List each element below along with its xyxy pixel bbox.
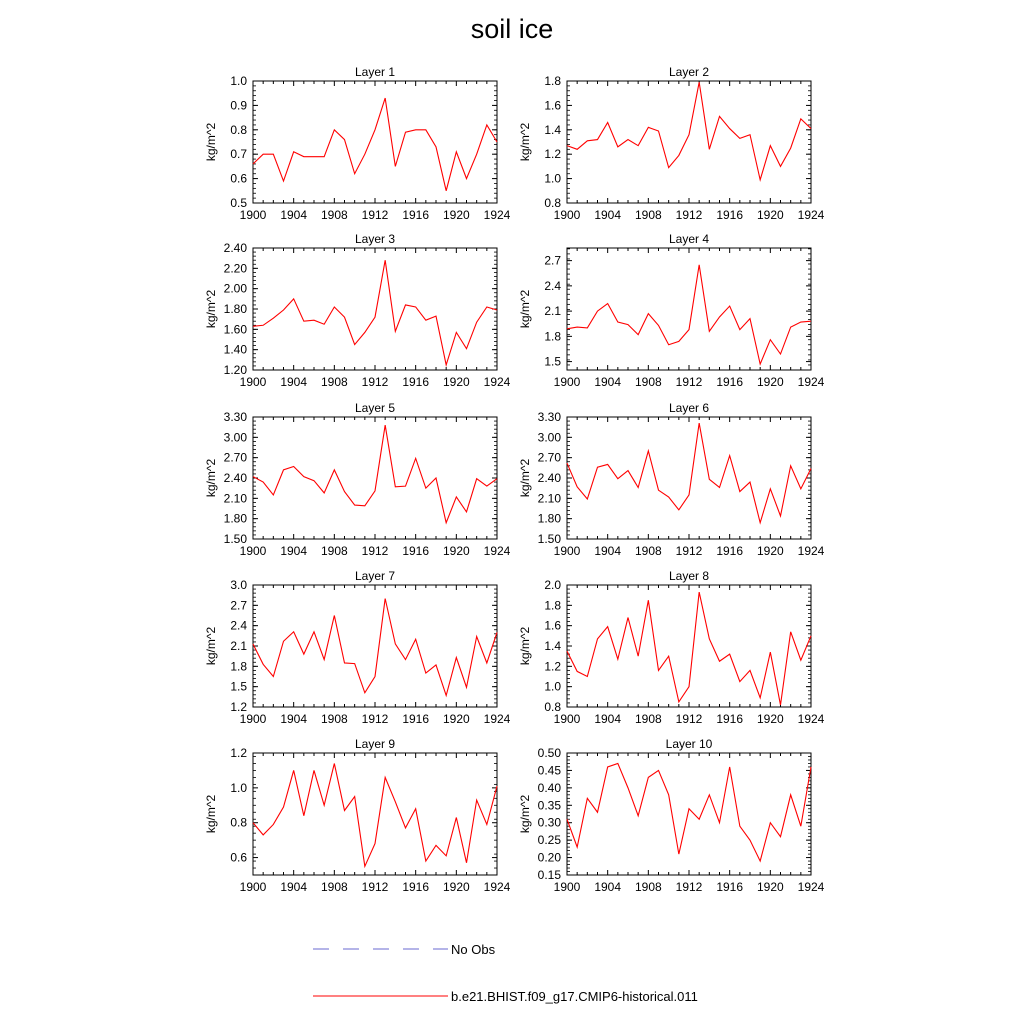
x-tick-label-5-1916: 1916 [402, 544, 430, 558]
series-line-layer-3 [253, 260, 497, 365]
panel-title-2: Layer 2 [668, 65, 710, 79]
x-tick-label-10-1908: 1908 [634, 880, 662, 894]
y-tick-label-7-6: 3.0 [230, 578, 247, 592]
y-tick-label-7-1: 1.5 [230, 679, 247, 694]
y-tick-label-5-2: 2.10 [223, 491, 247, 506]
panel-title-7: Layer 7 [354, 569, 396, 583]
y-tick-label-6-3: 2.40 [537, 471, 561, 485]
y-tick-label-10-6: 0.45 [537, 763, 561, 778]
y-tick-label-1-5: 1.0 [230, 74, 247, 88]
x-tick-label-3-1908: 1908 [320, 375, 348, 389]
panel-ylabel-9: kg/m^2 [204, 794, 218, 834]
x-tick-label-1-1912: 1912 [361, 208, 389, 222]
x-tick-label-6-1920: 1920 [756, 544, 784, 558]
panel-title-9: Layer 9 [354, 737, 396, 751]
panel-frame-1 [253, 81, 497, 203]
series-line-layer-1 [253, 98, 497, 191]
y-tick-label-7-2: 1.8 [230, 659, 247, 674]
panel-title-5: Layer 5 [354, 401, 396, 415]
panel-frame-3 [253, 248, 497, 370]
y-tick-label-8-6: 2.0 [544, 578, 561, 592]
y-tick-label-4-4: 2.7 [544, 253, 561, 268]
x-tick-label-2-1904: 1904 [594, 208, 622, 222]
x-tick-label-7-1904: 1904 [280, 712, 308, 726]
x-tick-label-7-1908: 1908 [320, 712, 348, 726]
y-tick-label-7-5: 2.7 [230, 598, 247, 613]
panel-ylabel-8: kg/m^2 [518, 626, 532, 666]
panel-ylabel-7: kg/m^2 [204, 626, 218, 666]
x-tick-label-9-1900: 1900 [239, 880, 267, 894]
y-tick-label-7-3: 2.1 [230, 639, 247, 653]
x-tick-label-8-1908: 1908 [634, 712, 662, 726]
y-tick-label-3-3: 1.80 [223, 302, 247, 316]
x-tick-label-10-1920: 1920 [756, 880, 784, 894]
y-tick-label-3-6: 2.40 [223, 241, 247, 255]
x-tick-label-1-1924: 1924 [483, 208, 511, 222]
y-tick-label-3-0: 1.20 [223, 363, 247, 377]
panel-frame-7 [253, 585, 497, 707]
x-tick-label-7-1920: 1920 [442, 712, 470, 726]
x-tick-label-2-1916: 1916 [716, 208, 744, 222]
y-tick-label-8-3: 1.4 [544, 639, 561, 653]
x-tick-label-8-1912: 1912 [675, 712, 703, 726]
x-tick-label-2-1908: 1908 [634, 208, 662, 222]
panel-title-10: Layer 10 [665, 737, 713, 751]
y-tick-label-6-4: 2.70 [537, 450, 561, 465]
y-tick-label-8-0: 0.8 [544, 700, 561, 714]
y-tick-label-3-1: 1.40 [223, 342, 247, 357]
x-tick-label-4-1908: 1908 [634, 375, 662, 389]
panel-ylabel-6: kg/m^2 [518, 458, 532, 498]
series-line-layer-2 [567, 82, 811, 180]
y-tick-label-5-6: 3.30 [223, 410, 247, 424]
y-tick-label-1-0: 0.5 [230, 196, 247, 210]
x-tick-label-1-1900: 1900 [239, 208, 267, 222]
panel-ylabel-2: kg/m^2 [518, 122, 532, 162]
y-tick-label-5-0: 1.50 [223, 532, 247, 546]
panel-frame-5 [253, 417, 497, 539]
panel-title-6: Layer 6 [668, 401, 710, 415]
y-tick-label-5-4: 2.70 [223, 450, 247, 465]
x-tick-label-6-1912: 1912 [675, 544, 703, 558]
y-tick-label-4-0: 1.5 [544, 354, 561, 369]
x-tick-label-5-1924: 1924 [483, 544, 511, 558]
y-tick-label-3-5: 2.20 [223, 261, 247, 276]
series-line-layer-9 [253, 763, 497, 866]
y-tick-label-3-2: 1.60 [223, 322, 247, 337]
x-tick-label-3-1920: 1920 [442, 375, 470, 389]
x-tick-label-3-1900: 1900 [239, 375, 267, 389]
y-tick-label-4-2: 2.1 [544, 304, 561, 319]
y-tick-label-2-3: 1.4 [544, 122, 561, 137]
y-tick-label-6-2: 2.10 [537, 491, 561, 506]
y-tick-label-5-3: 2.40 [223, 471, 247, 485]
x-tick-label-2-1900: 1900 [553, 208, 581, 222]
x-tick-label-6-1904: 1904 [594, 544, 622, 558]
x-tick-label-9-1912: 1912 [361, 880, 389, 894]
x-tick-label-9-1924: 1924 [483, 880, 511, 894]
x-tick-label-8-1916: 1916 [716, 712, 744, 726]
y-tick-label-9-2: 1.0 [230, 780, 247, 795]
series-line-layer-10 [567, 763, 811, 861]
x-tick-label-1-1916: 1916 [402, 208, 430, 222]
y-tick-label-10-2: 0.25 [537, 833, 561, 848]
panel-title-8: Layer 8 [668, 569, 710, 583]
x-tick-label-1-1920: 1920 [442, 208, 470, 222]
panel-title-1: Layer 1 [354, 65, 396, 79]
x-tick-label-3-1924: 1924 [483, 375, 511, 389]
y-tick-label-4-1: 1.8 [544, 329, 561, 344]
panel-frame-9 [253, 753, 497, 875]
x-tick-label-6-1924: 1924 [797, 544, 825, 558]
y-tick-label-1-4: 0.9 [230, 98, 247, 113]
panel-frame-2 [567, 81, 811, 203]
y-tick-label-2-4: 1.6 [544, 98, 561, 113]
x-tick-label-5-1908: 1908 [320, 544, 348, 558]
y-tick-label-2-0: 0.8 [544, 196, 561, 210]
series-line-layer-8 [567, 592, 811, 705]
x-tick-label-9-1916: 1916 [402, 880, 430, 894]
y-tick-label-9-3: 1.2 [230, 746, 247, 760]
x-tick-label-6-1916: 1916 [716, 544, 744, 558]
y-tick-label-2-5: 1.8 [544, 74, 561, 88]
x-tick-label-7-1912: 1912 [361, 712, 389, 726]
panel-ylabel-3: kg/m^2 [204, 289, 218, 329]
x-tick-label-8-1924: 1924 [797, 712, 825, 726]
y-tick-label-10-7: 0.50 [537, 746, 561, 760]
x-tick-label-8-1920: 1920 [756, 712, 784, 726]
x-tick-label-10-1916: 1916 [716, 880, 744, 894]
y-tick-label-1-3: 0.8 [230, 122, 247, 137]
x-tick-label-7-1916: 1916 [402, 712, 430, 726]
y-tick-label-5-5: 3.00 [223, 430, 247, 445]
panel-ylabel-4: kg/m^2 [518, 289, 532, 329]
y-tick-label-2-2: 1.2 [544, 147, 561, 162]
x-tick-label-4-1920: 1920 [756, 375, 784, 389]
panel-frame-10 [567, 753, 811, 875]
panel-ylabel-5: kg/m^2 [204, 458, 218, 498]
x-tick-label-2-1920: 1920 [756, 208, 784, 222]
series-line-layer-5 [253, 425, 497, 523]
y-tick-label-5-1: 1.80 [223, 511, 247, 526]
y-tick-label-10-4: 0.35 [537, 798, 561, 813]
x-tick-label-2-1912: 1912 [675, 208, 703, 222]
y-tick-label-10-1: 0.20 [537, 850, 561, 865]
series-line-layer-7 [253, 599, 497, 696]
x-tick-label-6-1908: 1908 [634, 544, 662, 558]
panel-frame-6 [567, 417, 811, 539]
x-tick-label-5-1912: 1912 [361, 544, 389, 558]
x-tick-label-9-1920: 1920 [442, 880, 470, 894]
series-line-layer-4 [567, 265, 811, 364]
y-tick-label-9-0: 0.6 [230, 850, 247, 865]
x-tick-label-7-1900: 1900 [239, 712, 267, 726]
x-tick-label-5-1900: 1900 [239, 544, 267, 558]
y-tick-label-10-3: 0.30 [537, 815, 561, 830]
y-tick-label-8-4: 1.6 [544, 618, 561, 633]
y-tick-label-10-5: 0.40 [537, 780, 561, 795]
y-tick-label-7-4: 2.4 [230, 618, 247, 633]
y-tick-label-10-0: 0.15 [537, 868, 561, 882]
x-tick-label-10-1924: 1924 [797, 880, 825, 894]
x-tick-label-3-1912: 1912 [361, 375, 389, 389]
x-tick-label-9-1904: 1904 [280, 880, 308, 894]
y-tick-label-6-5: 3.00 [537, 430, 561, 445]
panel-title-3: Layer 3 [354, 232, 396, 246]
series-line-layer-6 [567, 423, 811, 523]
y-tick-label-6-0: 1.50 [537, 532, 561, 546]
x-tick-label-10-1904: 1904 [594, 880, 622, 894]
y-tick-label-2-1: 1.0 [544, 171, 561, 186]
x-tick-label-5-1920: 1920 [442, 544, 470, 558]
x-tick-label-7-1924: 1924 [483, 712, 511, 726]
y-tick-label-3-4: 2.00 [223, 281, 247, 296]
x-tick-label-3-1916: 1916 [402, 375, 430, 389]
y-tick-label-1-2: 0.7 [230, 147, 247, 162]
y-tick-label-9-1: 0.8 [230, 815, 247, 830]
x-tick-label-8-1900: 1900 [553, 712, 581, 726]
x-tick-label-8-1904: 1904 [594, 712, 622, 726]
x-tick-label-4-1916: 1916 [716, 375, 744, 389]
x-tick-label-10-1912: 1912 [675, 880, 703, 894]
x-tick-label-2-1924: 1924 [797, 208, 825, 222]
x-tick-label-6-1900: 1900 [553, 544, 581, 558]
x-tick-label-5-1904: 1904 [280, 544, 308, 558]
panel-title-4: Layer 4 [668, 232, 710, 246]
x-tick-label-9-1908: 1908 [320, 880, 348, 894]
panel-ylabel-1: kg/m^2 [204, 122, 218, 162]
x-tick-label-1-1908: 1908 [320, 208, 348, 222]
y-tick-label-4-3: 2.4 [544, 278, 561, 293]
y-tick-label-1-1: 0.6 [230, 171, 247, 186]
x-tick-label-4-1900: 1900 [553, 375, 581, 389]
figure-title: soil ice [470, 14, 554, 44]
x-tick-label-10-1900: 1900 [553, 880, 581, 894]
x-tick-label-3-1904: 1904 [280, 375, 308, 389]
x-tick-label-4-1904: 1904 [594, 375, 622, 389]
x-tick-label-4-1912: 1912 [675, 375, 703, 389]
y-tick-label-8-5: 1.8 [544, 598, 561, 613]
panel-frame-4 [567, 248, 811, 370]
y-tick-label-8-2: 1.2 [544, 659, 561, 674]
legend-no-obs-label: No Obs [451, 942, 496, 957]
x-tick-label-4-1924: 1924 [797, 375, 825, 389]
panel-frame-8 [567, 585, 811, 707]
y-tick-label-8-1: 1.0 [544, 679, 561, 694]
legend-model-label: b.e21.BHIST.f09_g17.CMIP6-historical.011 [451, 989, 698, 1004]
panel-ylabel-10: kg/m^2 [518, 794, 532, 834]
x-tick-label-1-1904: 1904 [280, 208, 308, 222]
y-tick-label-6-6: 3.30 [537, 410, 561, 424]
y-tick-label-6-1: 1.80 [537, 511, 561, 526]
y-tick-label-7-0: 1.2 [230, 700, 247, 714]
